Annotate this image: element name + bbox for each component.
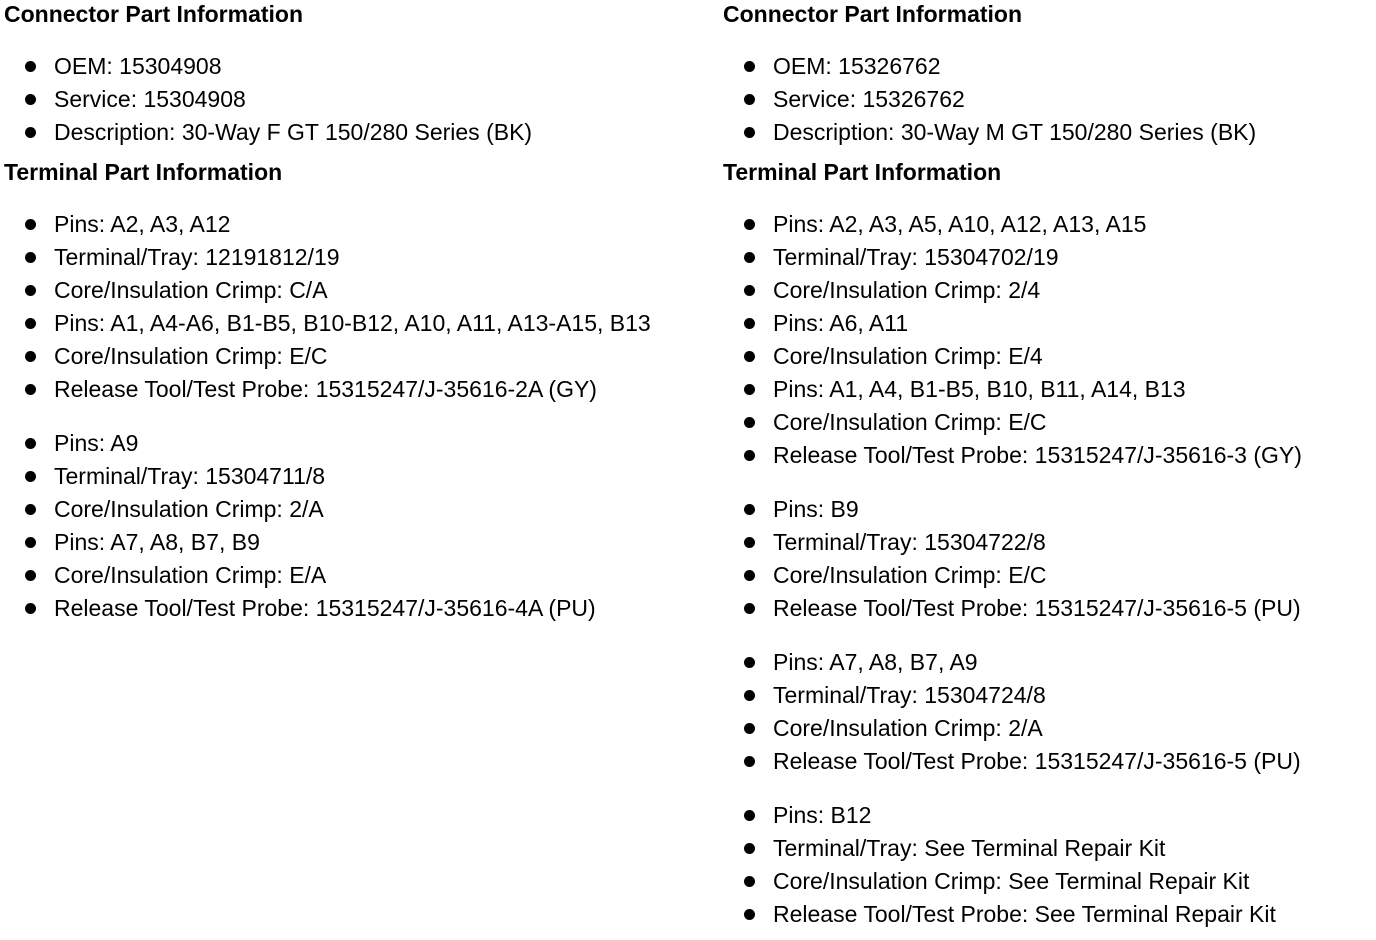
list-item: Service: 15326762 bbox=[723, 83, 1373, 116]
bullet-icon bbox=[744, 876, 755, 887]
bullet-icon bbox=[25, 252, 36, 263]
list-item: Core/Insulation Crimp: 2/A bbox=[4, 493, 716, 526]
list-item: Terminal/Tray: 15304711/8 bbox=[4, 460, 716, 493]
list-item: OEM: 15304908 bbox=[4, 50, 716, 83]
list-item: Core/Insulation Crimp: E/4 bbox=[723, 340, 1373, 373]
bullet-icon bbox=[25, 537, 36, 548]
list-item: Terminal/Tray: 15304722/8 bbox=[723, 526, 1373, 559]
list-item: Service: 15304908 bbox=[4, 83, 716, 116]
bullet-icon bbox=[25, 318, 36, 329]
bullet-icon bbox=[25, 603, 36, 614]
bullet-icon bbox=[744, 723, 755, 734]
bullet-icon bbox=[25, 438, 36, 449]
bullet-icon bbox=[25, 285, 36, 296]
connector-info-list bbox=[4, 50, 716, 149]
list-item: Pins: B9 bbox=[723, 493, 1373, 526]
list-item: OEM: 15326762 bbox=[723, 50, 1373, 83]
list-item: Terminal/Tray: 15304702/19 bbox=[723, 241, 1373, 274]
list-item: Pins: A2, A3, A5, A10, A12, A13, A15 bbox=[723, 208, 1373, 241]
connector-heading: Connector Part Information bbox=[723, 1, 1023, 27]
bullet-icon bbox=[25, 471, 36, 482]
terminal-info-group bbox=[723, 208, 1373, 472]
list-item: Release Tool/Test Probe: 15315247/J-35616-5 (PU) bbox=[723, 745, 1373, 778]
bullet-icon bbox=[744, 127, 755, 138]
connector-heading: Connector Part Information bbox=[4, 1, 304, 27]
bullet-icon bbox=[744, 61, 755, 72]
list-item: Pins: A2, A3, A12 bbox=[4, 208, 716, 241]
list-item: Core/Insulation Crimp: See Terminal Repair Kit bbox=[723, 865, 1373, 898]
list-item: Terminal/Tray: 15304724/8 bbox=[723, 679, 1373, 712]
bullet-icon bbox=[744, 570, 755, 581]
list-item: Core/Insulation Crimp: 2/4 bbox=[723, 274, 1373, 307]
bullet-icon bbox=[25, 61, 36, 72]
list-item: Pins: A7, A8, B7, B9 bbox=[4, 526, 716, 559]
list-item: Release Tool/Test Probe: See Terminal Repair Kit bbox=[723, 898, 1373, 931]
list-item: Pins: A6, A11 bbox=[723, 307, 1373, 340]
list-item: Core/Insulation Crimp: 2/A bbox=[723, 712, 1373, 745]
terminal-info-group bbox=[723, 799, 1373, 931]
bullet-icon bbox=[744, 450, 755, 461]
terminal-info-group bbox=[723, 646, 1373, 778]
list-item: Pins: A1, A4, B1-B5, B10, B11, A14, B13 bbox=[723, 373, 1373, 406]
bullet-icon bbox=[744, 690, 755, 701]
bullet-icon bbox=[25, 94, 36, 105]
right-column bbox=[723, 0, 1373, 931]
bullet-icon bbox=[744, 537, 755, 548]
list-item: Release Tool/Test Probe: 15315247/J-35616-2A (GY) bbox=[4, 373, 716, 406]
connector-info-list bbox=[723, 50, 1373, 149]
bullet-icon bbox=[25, 219, 36, 230]
bullet-icon bbox=[744, 603, 755, 614]
bullet-icon bbox=[744, 94, 755, 105]
list-item: Pins: A1, A4-A6, B1-B5, B10-B12, A10, A11, A13-A15, B13 bbox=[4, 307, 716, 340]
list-item: Core/Insulation Crimp: C/A bbox=[4, 274, 716, 307]
bullet-icon bbox=[25, 127, 36, 138]
terminal-info-group bbox=[723, 493, 1373, 625]
list-item: Core/Insulation Crimp: E/C bbox=[723, 406, 1373, 439]
list-item: Description: 30-Way F GT 150/280 Series (BK) bbox=[4, 116, 716, 149]
terminal-heading: Terminal Part Information bbox=[4, 159, 283, 185]
bullet-icon bbox=[744, 318, 755, 329]
bullet-icon bbox=[744, 285, 755, 296]
bullet-icon bbox=[25, 384, 36, 395]
list-item: Core/Insulation Crimp: E/A bbox=[4, 559, 716, 592]
bullet-icon bbox=[744, 843, 755, 854]
bullet-icon bbox=[744, 351, 755, 362]
left-column bbox=[4, 0, 716, 625]
list-item: Description: 30-Way M GT 150/280 Series (BK) bbox=[723, 116, 1373, 149]
list-item: Core/Insulation Crimp: E/C bbox=[4, 340, 716, 373]
bullet-icon bbox=[744, 384, 755, 395]
terminal-info-group bbox=[4, 427, 716, 625]
bullet-icon bbox=[744, 657, 755, 668]
terminal-info-group bbox=[4, 208, 716, 406]
terminal-heading: Terminal Part Information bbox=[723, 159, 1002, 185]
list-item: Release Tool/Test Probe: 15315247/J-35616-4A (PU) bbox=[4, 592, 716, 625]
bullet-icon bbox=[744, 417, 755, 428]
bullet-icon bbox=[25, 570, 36, 581]
list-item: Release Tool/Test Probe: 15315247/J-35616-5 (PU) bbox=[723, 592, 1373, 625]
bullet-icon bbox=[744, 756, 755, 767]
list-item: Pins: B12 bbox=[723, 799, 1373, 832]
bullet-icon bbox=[25, 351, 36, 362]
list-item: Terminal/Tray: See Terminal Repair Kit bbox=[723, 832, 1373, 865]
list-item: Core/Insulation Crimp: E/C bbox=[723, 559, 1373, 592]
list-item: Terminal/Tray: 12191812/19 bbox=[4, 241, 716, 274]
bullet-icon bbox=[25, 504, 36, 515]
bullet-icon bbox=[744, 810, 755, 821]
bullet-icon bbox=[744, 504, 755, 515]
bullet-icon bbox=[744, 219, 755, 230]
bullet-icon bbox=[744, 909, 755, 920]
list-item: Release Tool/Test Probe: 15315247/J-35616-3 (GY) bbox=[723, 439, 1373, 472]
bullet-icon bbox=[744, 252, 755, 263]
list-item: Pins: A7, A8, B7, A9 bbox=[723, 646, 1373, 679]
list-item: Pins: A9 bbox=[4, 427, 716, 460]
